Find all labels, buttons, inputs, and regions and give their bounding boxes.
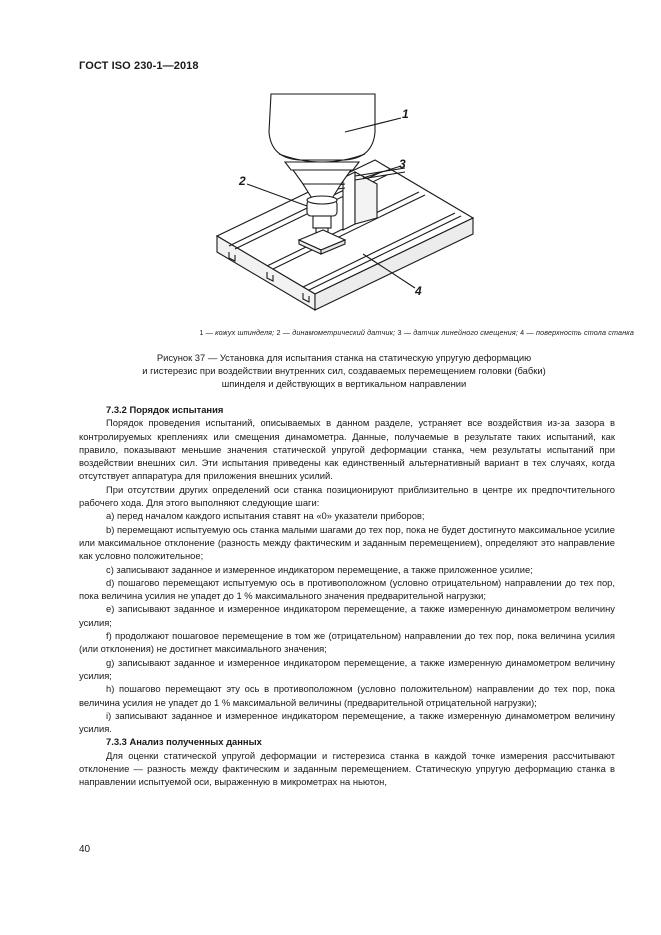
- figure-caption: [79, 351, 609, 390]
- legend-num-3: 3: [397, 328, 402, 337]
- legend-num-1: 1: [199, 328, 204, 337]
- list-item: a) перед началом каждого испытания ставят на «0» указатели приборов;: [106, 510, 425, 522]
- caption-line-2: и гистерезис при воздействии внутренних сил, создаваемых перемещением головки (бабки): [142, 365, 546, 376]
- figure-legend: [60, 328, 634, 337]
- test-setup-figure: [205, 88, 615, 318]
- callout-3: 3: [399, 157, 406, 171]
- legend-text-2: — динамометрический датчик;: [280, 328, 398, 337]
- caption-line-3: шпинделя и действующих в вертикальном направлении: [221, 378, 467, 389]
- list-item: h) пошагово перемещают эту ось в противоположном (условно положительном) направлении до тех пор, пока величина усилия не упадет до 1 % максимальной величины (предварительной отрицательной нагрузки);: [79, 683, 615, 708]
- paragraph: При отсутствии других определений оси станка позиционируют приблизительно в центре их предпочтительного рабочего хода. Для этого выполняют следующие шаги:: [79, 483, 615, 509]
- body-text: [79, 403, 615, 789]
- list-item: g) записывают заданное и измеренное индикатором перемещение, а также измеренную динамометром величину усилия;: [79, 656, 615, 681]
- page-number: 40: [79, 844, 91, 855]
- list-item: e) записывают заданное и измеренное индикатором перемещение, а также измеренную динамометром величину усилия;: [79, 603, 615, 628]
- list-item: i) записывают заданное и измеренное индикатором перемещение, а также измеренную динамометром величину усилия.: [79, 709, 615, 735]
- list-item: b) перемещают испытуемую ось станка малыми шагами до тех пор, пока не будет достигнуто максимальное усилие или максимальное отклонение (разность между фактическим и заданным перемещением), определяют это направление как условно положительное;: [79, 523, 615, 562]
- paragraph: Порядок проведения испытаний, описываемых в данном разделе, устраняет все воздействия из-за зазора в контролируемых креплениях или смещения динамометра. Данные, получаемые в результате таких испытаний, как правило, показывают меньшие значения статической упругой деформации станка, чем результаты испытаний при воздействии внешних сил. Эти испытания приведены как единственный альтернативный вариант в тех случаях, когда отсутствует аппаратура для приложения внешних усилий.: [79, 417, 615, 482]
- legend-text-4: — поверхность стола станка: [524, 328, 634, 337]
- caption-line-1: Рисунок 37 — Установка для испытания станка на статическую упругую деформацию: [156, 352, 532, 363]
- list-item: d) пошагово перемещают испытуемую ось в противоположном (условно отрицательном) направлении до тех пор, пока величина усилия не упадет до 1 % максимального значения предварительной нагрузки;: [79, 576, 615, 602]
- section-heading-732: 7.3.2 Порядок испытания: [106, 404, 224, 415]
- legend-text-1: — кожух шпинделя;: [203, 328, 277, 337]
- legend-text-3: — датчик линейного смещения;: [401, 328, 521, 337]
- callout-4: 4: [415, 284, 422, 298]
- paragraph: Для оценки статической упругой деформации и гистерезиса станка в каждой точке измерения рассчитывают отклонение — разность между фактическим и заданным перемещением. Статическую упругую деформацию станка в направлении испытуемой оси, выраженную в микрометрах на ньютон,: [79, 749, 615, 788]
- callout-1: 1: [402, 107, 409, 121]
- callout-2: 2: [239, 174, 246, 188]
- list-item: f) продолжают пошаговое перемещение в том же (отрицательном) направлении до тех пор, пока величина усилия (или отклонения) не достигнет максимального значения;: [79, 630, 615, 655]
- list-item: c) записывают заданное и измеренное индикатором перемещение, а также приложенное усилие;: [106, 563, 533, 575]
- document-code: ГОСТ ISO 230-1—2018: [79, 60, 199, 72]
- legend-num-4: 4: [520, 328, 525, 337]
- section-heading-733: 7.3.3 Анализ полученных данных: [106, 736, 262, 748]
- legend-num-2: 2: [276, 328, 281, 337]
